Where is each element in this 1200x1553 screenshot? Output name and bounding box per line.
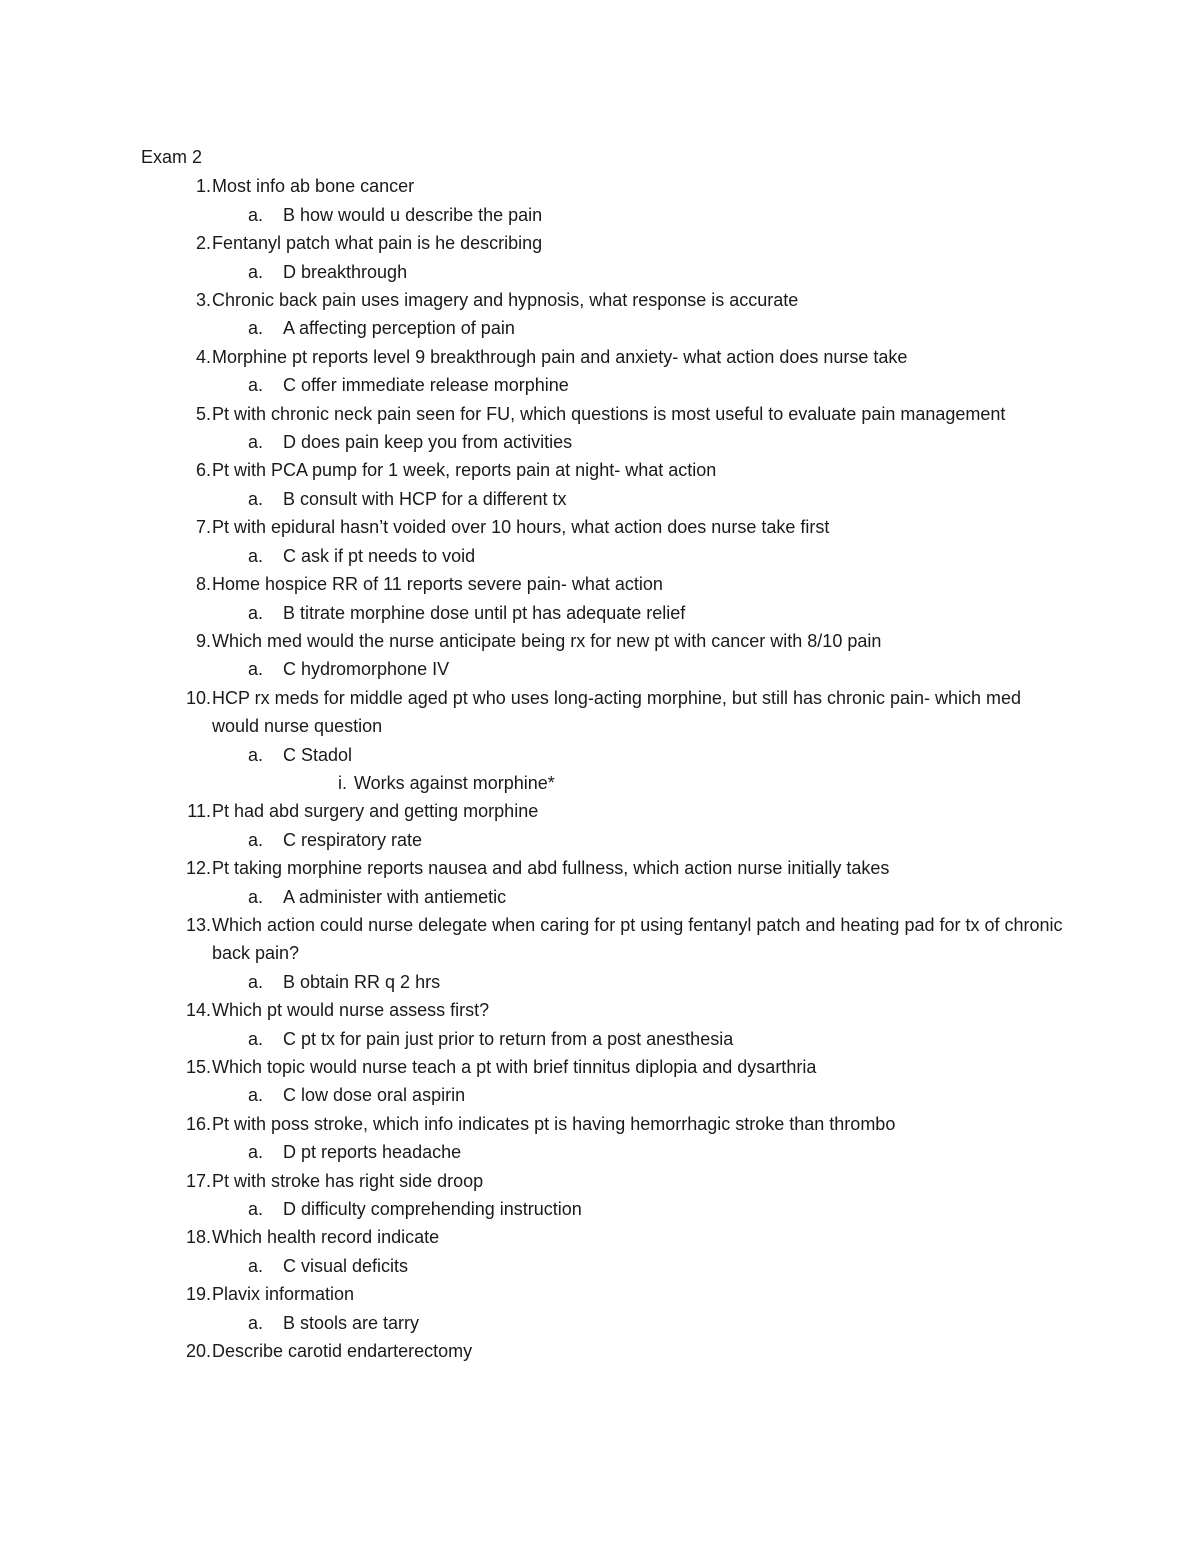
- answer-list: [212, 428, 1071, 456]
- question-text: Chronic back pain uses imagery and hypnosis, what response is accurate: [212, 290, 799, 311]
- answer-letter: a .: [248, 826, 276, 854]
- answer-letter: a .: [248, 1195, 276, 1223]
- question-item: [141, 854, 1071, 911]
- answer-text: B how would u describe the pain: [283, 204, 543, 225]
- question-item: [141, 456, 1071, 513]
- answer-item: [212, 201, 1071, 229]
- answer-item: [212, 1025, 1071, 1053]
- question-item: [141, 343, 1071, 400]
- answer-letter: a .: [248, 314, 276, 342]
- question-number: 20 .: [167, 1337, 211, 1365]
- question-number: 13 .: [167, 911, 211, 939]
- question-number: 15 .: [167, 1053, 211, 1081]
- answer-letter: a .: [248, 1081, 276, 1109]
- subnote-letter: i .: [327, 769, 347, 797]
- question-number: 4 .: [171, 343, 211, 371]
- answer-item: [212, 371, 1071, 399]
- question-list: [141, 172, 1071, 1365]
- answer-list: [212, 741, 1071, 798]
- question-text: Pt with poss stroke, which info indicates pt is having hemorrhagic stroke than thrombo: [212, 1113, 896, 1134]
- answer-letter: a .: [248, 1309, 276, 1337]
- question-text: Pt with chronic neck pain seen for FU, which questions is most useful to evaluate pain management: [212, 403, 1006, 424]
- question-item: [141, 400, 1071, 457]
- question-text: Pt with PCA pump for 1 week, reports pain at night- what action: [212, 460, 717, 481]
- question-number: 6 .: [171, 456, 211, 484]
- answer-list: [212, 314, 1071, 342]
- answer-item: [212, 1195, 1071, 1223]
- question-number: 18 .: [167, 1223, 211, 1251]
- answer-text: C pt tx for pain just prior to return from a post anesthesia: [283, 1028, 734, 1049]
- question-item: [141, 513, 1071, 570]
- question-number: 8 .: [171, 570, 211, 598]
- question-number: 5 .: [171, 400, 211, 428]
- answer-list: [212, 258, 1071, 286]
- answer-letter: a .: [248, 201, 276, 229]
- question-item: [141, 996, 1071, 1053]
- question-text: Pt had abd surgery and getting morphine: [212, 801, 539, 822]
- question-text: Pt with stroke has right side droop: [212, 1170, 484, 1191]
- question-item: [141, 570, 1071, 627]
- question-number: 1 .: [171, 172, 211, 200]
- question-text: Which pt would nurse assess first?: [212, 1000, 490, 1021]
- question-number: 9 .: [171, 627, 211, 655]
- question-text: Pt with epidural hasn’t voided over 10 hours, what action does nurse take first: [212, 517, 830, 538]
- answer-list: [212, 1195, 1071, 1223]
- answer-item: [212, 485, 1071, 513]
- answer-letter: a .: [248, 599, 276, 627]
- answer-list: [212, 599, 1071, 627]
- question-text: Which med would the nurse anticipate being rx for new pt with cancer with 8/10 pain: [212, 630, 882, 651]
- answer-text: B obtain RR q 2 hrs: [283, 971, 441, 992]
- answer-item: [212, 1081, 1071, 1109]
- answer-text: C respiratory rate: [283, 829, 423, 850]
- question-text: Most info ab bone cancer: [212, 176, 415, 197]
- document-title: Exam 2: [141, 147, 203, 167]
- question-item: [141, 797, 1071, 854]
- question-item: [141, 1167, 1071, 1224]
- answer-list: [212, 1025, 1071, 1053]
- answer-list: [212, 1081, 1071, 1109]
- answer-item: [212, 1138, 1071, 1166]
- document-body: [141, 143, 1071, 1365]
- question-text: Pt taking morphine reports nausea and abd fullness, which action nurse initially takes: [212, 858, 890, 879]
- answer-item: [212, 1309, 1071, 1337]
- question-text: Describe carotid endarterectomy: [212, 1341, 473, 1362]
- question-text: HCP rx meds for middle aged pt who uses long-acting morphine, but still has chronic pain- which med would nurse question: [212, 687, 1022, 737]
- answer-text: C hydromorphone IV: [283, 659, 450, 680]
- question-number: 12 .: [167, 854, 211, 882]
- question-text: Fentanyl patch what pain is he describing: [212, 233, 543, 254]
- question-item: [141, 172, 1071, 229]
- subnote-text: Works against morphine*: [354, 772, 555, 793]
- question-item: [141, 1053, 1071, 1110]
- answer-text: B titrate morphine dose until pt has adequate relief: [283, 602, 686, 623]
- answer-text: B stools are tarry: [283, 1312, 420, 1333]
- answer-letter: a .: [248, 741, 276, 769]
- answer-item: [212, 1252, 1071, 1280]
- question-text: Which health record indicate: [212, 1227, 440, 1248]
- question-item: [141, 229, 1071, 286]
- question-number: 7 .: [171, 513, 211, 541]
- question-number: 10 .: [167, 684, 211, 712]
- answer-item: [212, 258, 1071, 286]
- question-number: 3 .: [171, 286, 211, 314]
- answer-list: [212, 542, 1071, 570]
- question-number: 17 .: [167, 1167, 211, 1195]
- answer-list: [212, 1138, 1071, 1166]
- question-item: [141, 1337, 1071, 1365]
- question-item: [141, 627, 1071, 684]
- answer-letter: a .: [248, 883, 276, 911]
- question-text: Which action could nurse delegate when caring for pt using fentanyl patch and heating pad for tx of chronic back pain?: [212, 914, 1063, 964]
- answer-item: [212, 826, 1071, 854]
- answer-text: B consult with HCP for a different tx: [283, 488, 567, 509]
- answer-text: A administer with antiemetic: [283, 886, 507, 907]
- question-number: 19 .: [167, 1280, 211, 1308]
- answer-text: D difficulty comprehending instruction: [283, 1199, 582, 1220]
- answer-item: [212, 314, 1071, 342]
- subnote-list: [283, 769, 1071, 797]
- answer-list: [212, 883, 1071, 911]
- question-number: 16 .: [167, 1110, 211, 1138]
- subnote-item: [283, 769, 1071, 797]
- answer-list: [212, 371, 1071, 399]
- question-number: 11 .: [167, 797, 211, 825]
- question-item: [141, 1110, 1071, 1167]
- answer-text: D breakthrough: [283, 261, 408, 282]
- answer-text: D pt reports headache: [283, 1142, 462, 1163]
- answer-letter: a .: [248, 485, 276, 513]
- answer-text: D does pain keep you from activities: [283, 432, 573, 453]
- answer-item: [212, 741, 1071, 798]
- answer-letter: a .: [248, 542, 276, 570]
- question-text: Which topic would nurse teach a pt with brief tinnitus diplopia and dysarthria: [212, 1057, 817, 1077]
- answer-text: A affecting perception of pain: [283, 318, 515, 339]
- question-item: [141, 911, 1071, 996]
- answer-list: [212, 201, 1071, 229]
- answer-list: [212, 655, 1071, 683]
- question-text: Plavix information: [212, 1284, 355, 1305]
- answer-letter: a .: [248, 1252, 276, 1280]
- answer-letter: a .: [248, 968, 276, 996]
- answer-text: C ask if pt needs to void: [283, 545, 476, 566]
- answer-item: [212, 655, 1071, 683]
- answer-list: [212, 1252, 1071, 1280]
- answer-list: [212, 1309, 1071, 1337]
- question-text: Morphine pt reports level 9 breakthrough pain and anxiety- what action does nurse take: [212, 346, 908, 367]
- answer-list: [212, 826, 1071, 854]
- answer-letter: a .: [248, 428, 276, 456]
- answer-text: C offer immediate release morphine: [283, 375, 569, 396]
- answer-item: [212, 542, 1071, 570]
- question-item: [141, 286, 1071, 343]
- answer-letter: a .: [248, 371, 276, 399]
- answer-text: C Stadol: [283, 744, 353, 765]
- answer-letter: a .: [248, 258, 276, 286]
- answer-list: [212, 968, 1071, 996]
- answer-letter: a .: [248, 1138, 276, 1166]
- answer-item: [212, 883, 1071, 911]
- answer-item: [212, 968, 1071, 996]
- answer-letter: a .: [248, 655, 276, 683]
- question-item: [141, 1223, 1071, 1280]
- answer-item: [212, 599, 1071, 627]
- answer-item: [212, 428, 1071, 456]
- question-item: [141, 1280, 1071, 1337]
- answer-text: C low dose oral aspirin: [283, 1085, 466, 1106]
- question-item: [141, 684, 1071, 798]
- question-text: Home hospice RR of 11 reports severe pain- what action: [212, 574, 663, 595]
- answer-text: C visual deficits: [283, 1255, 409, 1276]
- question-number: 2 .: [171, 229, 211, 257]
- answer-list: [212, 485, 1071, 513]
- question-number: 14 .: [167, 996, 211, 1024]
- answer-letter: a .: [248, 1025, 276, 1053]
